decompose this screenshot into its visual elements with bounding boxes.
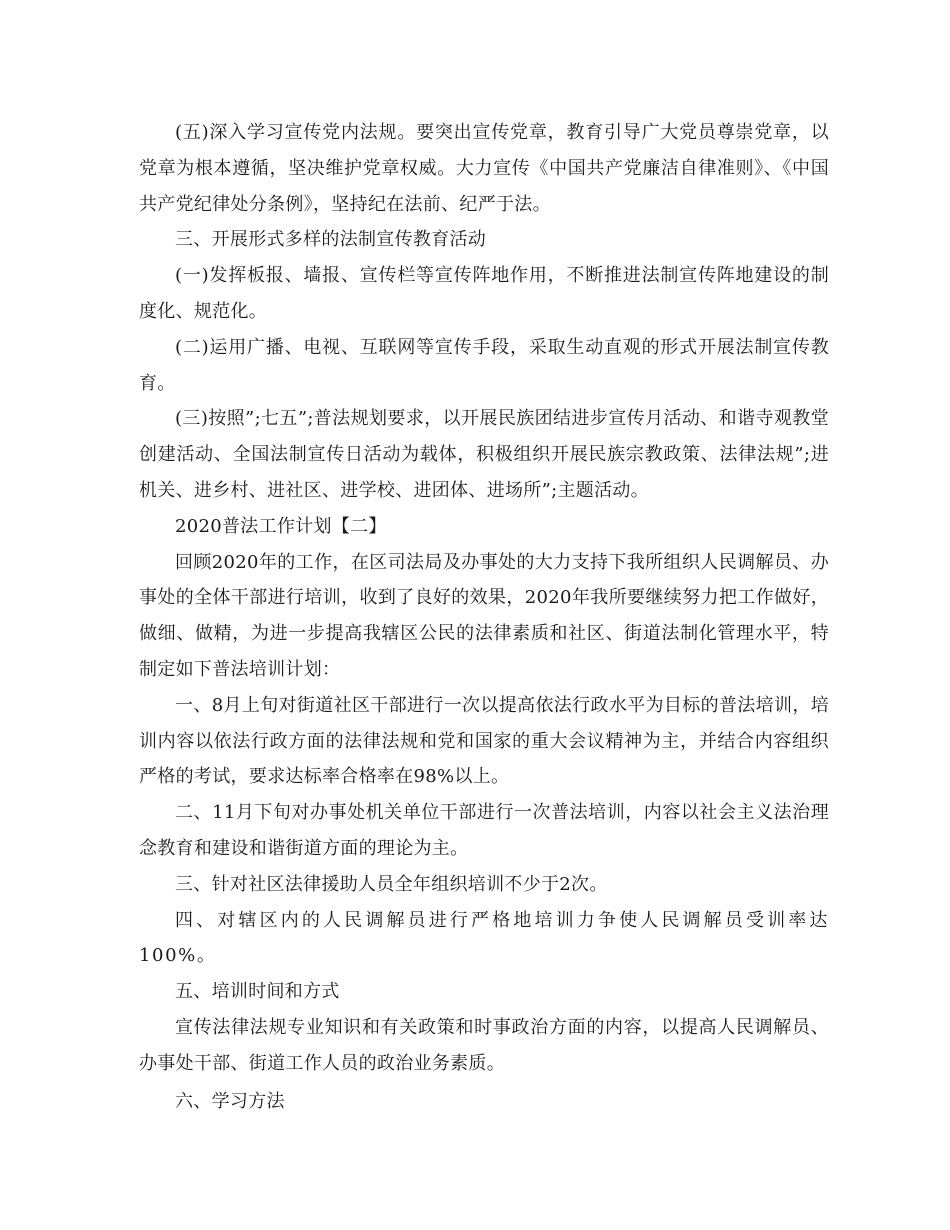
paragraph-training-two: 二、11月下旬对办事处机关单位干部进行一次普法培训，内容以社会主义法治理念教育和建设和谐街道方面的理论为主。 <box>139 802 829 859</box>
paragraph-content: 宣传法律法规专业知识和有关政策和时事政治方面的内容，以提高人民调解员、办事处干部、街道工作人员的政治业务素质。 <box>139 1016 829 1074</box>
heading-time-method: 五、培训时间和方式 <box>175 981 340 1003</box>
paragraph-review: 回顾2020年的工作，在区司法局及办事处的大力支持下我所组织人民调解员、办事处的全体干部进行培训，收到了良好的效果，2020年我所要继续努力把工作做好，做细、做精，为进一步提高我辖区公民的法律素质和社区、街道法制化管理水平，特制定如下普法培训计划： <box>139 551 829 680</box>
paragraph-training-one: 一、8月上旬对街道社区干部进行一次以提高依法行政水平为目标的普法培训，培训内容以依法行政方面的法律法规和党和国家的重大会议精神为主，并结合内容组织严格的考试，要求达标率合格率在98%以上。 <box>139 694 829 788</box>
heading-plan-two: 2020普法工作计划【二】 <box>175 515 387 537</box>
paragraph-item-three: (三)按照”;七五”;普法规划要求，以开展民族团结进步宣传月活动、和谐寺观教堂创建活动、全国法制宣传日活动为载体，积极组织开展民族宗教政策、法律法规”;进机关、进乡村、进社区、进学校、进团体、进场所”;主题活动。 <box>139 408 829 501</box>
document-body <box>139 115 829 1119</box>
paragraph-training-four: 四、对辖区内的人民调解员进行严格地培训力争使人民调解员受训率达100%。 <box>139 909 829 967</box>
paragraph-item-one: (一)发挥板报、墙报、宣传栏等宣传阵地作用，不断推进法制宣传阵地建设的制度化、规范化。 <box>139 265 829 322</box>
paragraph-item-two: (二)运用广播、电视、互联网等宣传手段，采取生动直观的形式开展法制宣传教育。 <box>139 336 829 394</box>
heading-study-method: 六、学习方法 <box>175 1090 285 1112</box>
heading-section-three: 三、开展形式多样的法制宣传教育活动 <box>175 229 487 251</box>
paragraph-party-regulations: (五)深入学习宣传党内法规。要突出宣传党章，教育引导广大党员尊崇党章，以党章为根本遵循，坚决维护党章权威。大力宣传《中国共产党廉洁自律准则》、《中国共产党纪律处分条例》，坚持纪在法前、纪严于法。 <box>139 122 829 215</box>
paragraph-training-three: 三、针对社区法律援助人员全年组织培训不少于2次。 <box>175 873 608 895</box>
